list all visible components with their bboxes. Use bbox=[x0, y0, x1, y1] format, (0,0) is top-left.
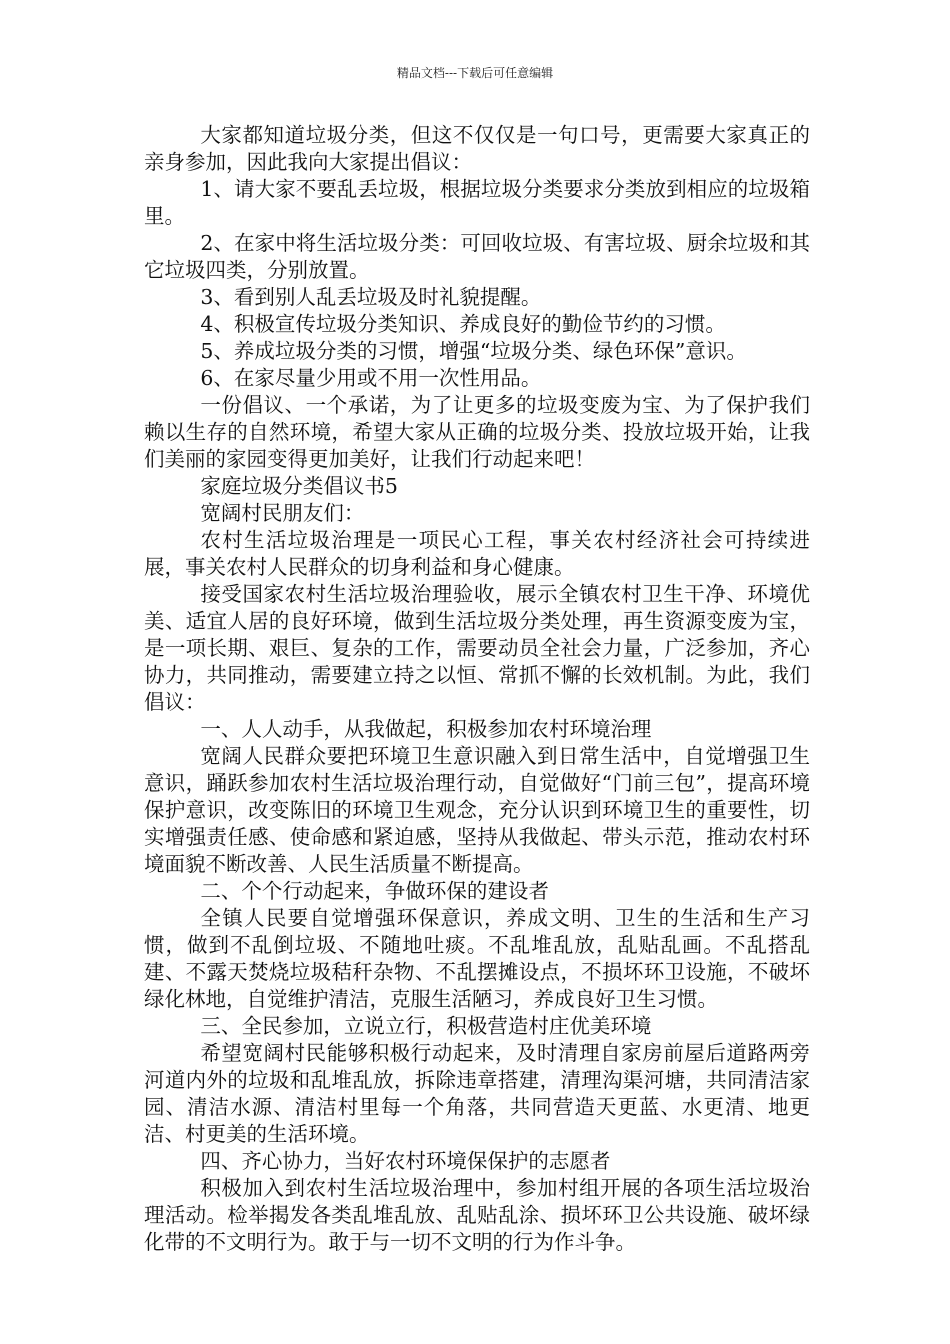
paragraph: 6、在家尽量少用或不用一次性用品。 bbox=[200, 366, 542, 390]
paragraph: 3、看到别人乱丢垃圾及时礼貌提醒。 bbox=[200, 285, 542, 309]
section-heading: 三、全民参加，立说立行，积极营造村庄优美环境 bbox=[200, 1014, 652, 1038]
salutation: 宽阔村民朋友们： bbox=[200, 501, 365, 525]
paragraph: 积极加入到农村生活垃圾治理中，参加村组开展的各项生活垃圾治理活动。检举揭发各类乱堆乱放、乱贴乱涂、损坏环卫公共设施、破坏绿化带的不文明行为。敢于与一切不文明的行为作斗争。 bbox=[144, 1176, 810, 1254]
paragraph: 希望宽阔村民能够积极行动起来，及时清理自家房前屋后道路两旁河道内外的垃圾和乱堆乱放，拆除违章搭建，清理沟渠河塘，共同清洁家园、清洁水源、清洁村里每一个角落，共同营造天更蓝、水更清、地更洁、村更美的生活环境。 bbox=[144, 1041, 810, 1146]
paragraph: 一份倡议、一个承诺，为了让更多的垃圾变废为宝、为了保护我们赖以生存的自然环境，希望大家从正确的垃圾分类、投放垃圾开始，让我们美丽的家园变得更加美好，让我们行动起来吧！ bbox=[144, 393, 810, 471]
section-title: 家庭垃圾分类倡议书5 bbox=[200, 474, 398, 498]
paragraph: 农村生活垃圾治理是一项民心工程，事关农村经济社会可持续进展，事关农村人民群众的切身利益和身心健康。 bbox=[144, 528, 810, 579]
section-heading: 四、齐心协力，当好农村环境保保护的志愿者 bbox=[200, 1149, 611, 1173]
paragraph: 2、在家中将生活垃圾分类：可回收垃圾、有害垃圾、厨余垃圾和其它垃圾四类，分别放置。 bbox=[144, 231, 810, 282]
section-heading: 一、人人动手，从我做起，积极参加农村环境治理 bbox=[200, 717, 652, 741]
paragraph: 宽阔人民群众要把环境卫生意识融入到日常生活中，自觉增强卫生意识，踊跃参加农村生活垃圾治理行动，自觉做好“门前三包”，提高环境保护意识，改变陈旧的环境卫生观念，充分认识到环境卫生的重要性，切实增强责任感、使命感和紧迫感，坚持从我做起、带头示范，推动农村环境面貌不断改善、人民生活质量不断提高。 bbox=[144, 744, 810, 876]
paragraph: 1、请大家不要乱丢垃圾，根据垃圾分类要求分类放到相应的垃圾箱里。 bbox=[144, 177, 810, 228]
paragraph: 大家都知道垃圾分类，但这不仅仅是一句口号，更需要大家真正的亲身参加，因此我向大家提出倡议： bbox=[144, 123, 810, 174]
paragraph: 接受国家农村生活垃圾治理验收，展示全镇农村卫生干净、环境优美、适宜人居的良好环境，做到生活垃圾分类处理，再生资源变废为宝，是一项长期、艰巨、复杂的工作，需要动员全社会力量，广泛参加，齐心协力，共同推动，需要建立持之以恒、常抓不懈的长效机制。为此，我们倡议： bbox=[144, 582, 810, 714]
paragraph: 4、积极宣传垃圾分类知识、养成良好的勤俭节约的习惯。 bbox=[200, 312, 726, 336]
section-heading: 二、个个行动起来，争做环保的建设者 bbox=[200, 879, 549, 903]
paragraph: 5、养成垃圾分类的习惯，增强“垃圾分类、绿色环保”意识。 bbox=[200, 339, 747, 363]
page-header: 精品文档---下载后可任意编辑 bbox=[396, 66, 554, 80]
document-body bbox=[144, 122, 810, 1256]
paragraph: 全镇人民要自觉增强环保意识，养成文明、卫生的生活和生产习惯，做到不乱倒垃圾、不随地吐痰。不乱堆乱放，乱贴乱画。不乱搭乱建、不露天焚烧垃圾秸秆杂物、不乱摆摊设点，不损坏环卫设施，不破坏绿化林地，自觉维护清洁，克服生活陋习，养成良好卫生习惯。 bbox=[144, 906, 810, 1011]
